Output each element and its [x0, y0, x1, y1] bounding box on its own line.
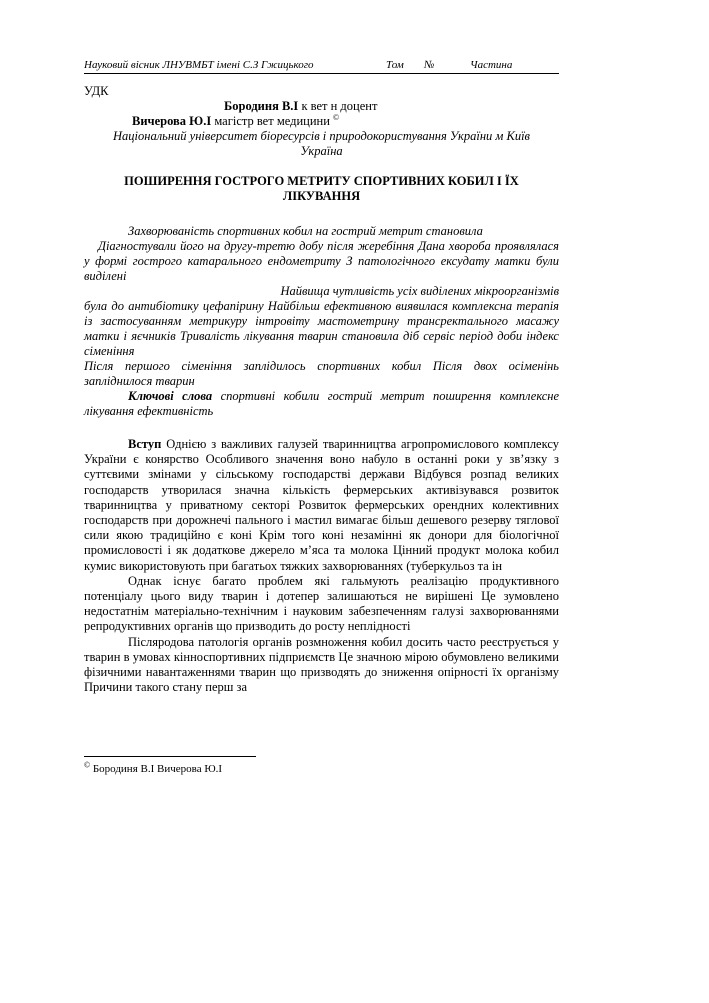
body-paragraph-3: Післяродова патологія органів розмноження кобил досить часто реєструється у тварин в умовах кінноспортивних підприємств Це значною мірою обумовлено великими фізичними навантаженнями тварин що призводять до зниження опірності їх організму Причини такого стану перш за: [84, 634, 559, 695]
abstract-paragraph-4: була до антибіотику цефапірину Найбільш ефективною виявилася комплексна терапія із застосуванням метрикуру інтровіту мастометрину трансректального масажу матки і яєчників Тривалість лікування тварин становила діб сервіс період доби індекс сіменіння: [84, 299, 559, 358]
abstract-paragraph-5: Після першого сіменіння заплідилось спортивних кобил Після двох осіменінь запліднилося тварин: [84, 359, 559, 388]
intro-text: Однією з важливих галузей тваринництва агропромислового комплексу України є конярство Особливого значення воно набуло в останні роки у зв’язку з суттєвими змінами у сільському господарстві держави Відбувся розпад великих господарств утворилася значна кількість фермерських активізувався розвиток тваринництва у приватному секторі Розвиток фермерських орендних колективних господарств при дорожнечі пального і мастил вимагає більш дешевого резерву тяглової сили якою традиційно є коні Крім того коні незамінні як донори для біологічної промисловості і як додаткове джерело м’яса та молока Цінний продукт молока кобил кумис використовують при багатьох тяжких захворюваннях (туберкульоз та ін: [84, 437, 560, 573]
keywords-label: Ключові слова: [128, 389, 213, 403]
affiliation-line-2: Україна: [300, 144, 343, 158]
udk-label: УДК: [84, 84, 109, 98]
running-header: [84, 58, 559, 74]
body-paragraph-1: [84, 437, 559, 574]
affiliation: [84, 129, 559, 159]
abstract-paragraph-1: Захворюваність спортивних кобил на гострий метрит становила: [128, 224, 483, 238]
copyright-mark: ©: [333, 112, 340, 122]
number-label: №: [424, 59, 435, 71]
footnote-text: Бородиня В.І Вичерова Ю.І: [92, 763, 223, 775]
intro-label: Вступ: [128, 437, 162, 451]
author1-name: Бородиня В.І: [224, 99, 299, 113]
footnote-mark: ©: [84, 760, 91, 770]
abstract: [84, 224, 559, 419]
part-label: Частина: [470, 59, 513, 71]
document-page: [84, 58, 559, 695]
author1-degree: к вет н доцент: [301, 99, 378, 113]
author2-degree: магістр вет медицини: [214, 114, 330, 128]
affiliation-line-1: Національний університет біоресурсів і природокористування України м Київ: [113, 129, 530, 143]
article-title: ПОШИРЕННЯ ГОСТРОГО МЕТРИТУ СПОРТИВНИХ КОБИЛ І ЇХ ЛІКУВАННЯ: [124, 174, 519, 203]
footnote-divider: [84, 756, 256, 757]
footnote: [84, 762, 222, 776]
author2-name: Вичерова Ю.І: [132, 114, 212, 128]
volume-label: Том: [386, 59, 404, 71]
keywords-text: спортивні кобили гострий метрит поширення комплексне лікування ефективність: [84, 389, 560, 418]
body-paragraph-2: Однак існує багато проблем які гальмують реалізацію продуктивного потенціалу цього виду тварин і дотепер залишаються не вирішені Це зумовлено недостатнім матеріально-технічним і науковим забезпеченням галузі захворюваннями репродуктивних органів що призводить до росту неплідності: [84, 573, 559, 634]
keywords: [84, 389, 559, 419]
journal-name: Науковий вісник ЛНУВМБТ імені С.З Гжицького: [84, 59, 314, 71]
author-line-1: [84, 99, 559, 114]
article-body: [84, 437, 559, 695]
abstract-paragraph-3: Найвища чутливість усіх виділених мікроорганізмів: [280, 284, 559, 298]
authors-block: [84, 99, 559, 129]
abstract-paragraph-2: Діагностували його на другу-третю добу після жеребіння Дана хвороба проявлялася у формі гострого катарального ендометриту З патологічного ексудату матки були виділені: [84, 239, 559, 283]
author-line-2: [84, 114, 559, 129]
